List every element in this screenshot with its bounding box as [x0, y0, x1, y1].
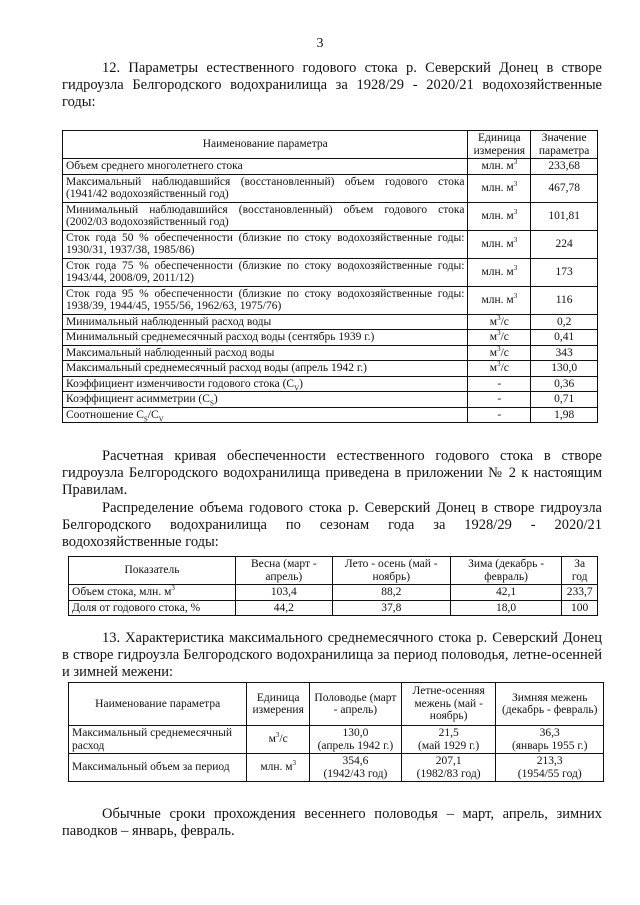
- page-number: 3: [316, 36, 324, 51]
- season-value: 37,8: [332, 600, 450, 616]
- section-13-heading: 13. Характеристика максимального среднемесячного стока р. Северский Донец в створе гидроузла Белгородского водохранилища за период половодья, летне-осенней и зимней межени:: [62, 630, 602, 680]
- max-col-header: Единица измерения: [247, 683, 310, 726]
- parameter-row: [63, 330, 598, 346]
- parameter-unit: -: [468, 392, 531, 408]
- col-header-value: Значение параметра: [531, 131, 598, 159]
- parameter-value: 0,71: [531, 392, 598, 408]
- max-row-value: 213,3 (1954/55 год): [496, 754, 604, 782]
- parameter-unit: млн. $м^3$: [468, 159, 531, 175]
- parameter-row: [63, 392, 598, 408]
- max-row-value: 130,0 (апрель 1942 г.): [309, 726, 401, 754]
- parameter-value: 0,2: [531, 314, 598, 330]
- parameter-value: 467,78: [531, 174, 598, 202]
- parameter-row: [63, 407, 598, 423]
- parameter-name: Минимальный наблюдавшийся (восстановленный) объем годового стока (2002/03 водохозяйственный год): [63, 202, 468, 230]
- parameter-value: 0,41: [531, 330, 598, 346]
- season-table-body: [69, 585, 598, 616]
- parameter-unit: млн. $м^3$: [468, 202, 531, 230]
- parameter-row: [63, 174, 598, 202]
- max-row-label: Максимальный среднемесячный расход: [69, 726, 247, 754]
- parameter-row: [63, 345, 598, 361]
- parameter-row: [63, 159, 598, 175]
- parameter-unit: -: [468, 376, 531, 392]
- season-col-header: Лето - осень (май - ноябрь): [332, 557, 450, 585]
- max-row-unit: млн. $м^3$: [247, 754, 310, 782]
- parameter-unit: млн. $м^3$: [468, 174, 531, 202]
- parameter-row: [63, 230, 598, 258]
- parameter-value: 224: [531, 230, 598, 258]
- col-header-unit: Единица измерения: [468, 131, 531, 159]
- parameter-name: Максимальный наблюденный расход воды: [63, 345, 468, 361]
- parameter-name: Объем среднего многолетнего стока: [63, 159, 468, 175]
- parameter-unit: -: [468, 407, 531, 423]
- parameter-unit: млн. $м^3$: [468, 286, 531, 314]
- parameter-value: 116: [531, 286, 598, 314]
- parameter-row: [63, 361, 598, 377]
- season-value: 100: [562, 600, 598, 616]
- season-value: 88,2: [332, 585, 450, 601]
- parameter-unit: $м^3/с$: [468, 314, 531, 330]
- max-row-value: 207,1 (1982/83 год): [401, 754, 496, 782]
- parameter-row: [63, 202, 598, 230]
- parameter-value: 0,36: [531, 376, 598, 392]
- max-row-label: Максимальный объем за период: [69, 754, 247, 782]
- season-distribution-table: [68, 556, 598, 616]
- season-col-header: Весна (март - апрель): [236, 557, 333, 585]
- season-value: 44,2: [236, 600, 333, 616]
- runoff-parameters-body: [63, 159, 598, 423]
- parameter-unit: млн. $м^3$: [468, 230, 531, 258]
- parameter-name: Минимальный наблюденный расход воды: [63, 314, 468, 330]
- parameter-unit: $м^3/с$: [468, 361, 531, 377]
- parameter-row: [63, 376, 598, 392]
- max-runoff-table-body: [69, 726, 604, 782]
- runoff-parameters-table: [62, 130, 598, 423]
- season-table-header: [69, 557, 598, 585]
- season-row: [69, 600, 598, 616]
- max-col-header: Летне-осенняя межень (май - ноябрь): [401, 683, 496, 726]
- max-row-value: 21,5 (май 1929 г.): [401, 726, 496, 754]
- parameter-name: Минимальный среднемесячный расход воды (сентябрь 1939 г.): [63, 330, 468, 346]
- parameter-name: Максимальный среднемесячный расход воды (апрель 1942 г.): [63, 361, 468, 377]
- parameter-value: 343: [531, 345, 598, 361]
- parameter-name: Коэффициент асимметрии $(C_S)$: [63, 392, 468, 408]
- season-col-header: Зима (декабрь - февраль): [450, 557, 561, 585]
- section-12-heading: 12. Параметры естественного годового стока р. Северский Донец в створе гидроузла Белгородского водохранилища за 1928/29 - 2020/21 водохозяйственные годы:: [62, 60, 602, 110]
- parameter-name: Максимальный наблюдавшийся (восстановленный) объем годового стока (1941/42 водохозяйственный год): [63, 174, 468, 202]
- terms-paragraph: Обычные сроки прохождения весеннего половодья – март, апрель, зимних паводков – январь, февраль.: [62, 806, 602, 839]
- parameter-name: Сток года 50 % обеспеченности (близкие по стоку водохозяйственные годы: 1930/31, 1937/38, 1985/86): [63, 230, 468, 258]
- parameter-row: [63, 258, 598, 286]
- parameter-name: Сток года 95 % обеспеченности (близкие по стоку водохозяйственные годы: 1938/39, 1944/45, 1955/56, 1962/63, 1975/76): [63, 286, 468, 314]
- season-value: 42,1: [450, 585, 561, 601]
- parameter-row: [63, 314, 598, 330]
- season-col-header: Показатель: [69, 557, 236, 585]
- distribution-paragraph: Распределение объема годового стока р. Северский Донец в створе гидроузла Белгородского водохранилища по сезонам года за 1928/29 - 2020/21 водохозяйственные годы:: [62, 500, 602, 550]
- max-runoff-table: [68, 682, 604, 782]
- parameter-unit: млн. $м^3$: [468, 258, 531, 286]
- parameter-value: 173: [531, 258, 598, 286]
- max-col-header: Зимняя межень (декабрь - февраль): [496, 683, 604, 726]
- max-row-value: 36,3 (январь 1955 г.): [496, 726, 604, 754]
- curve-paragraph: Расчетная кривая обеспеченности естественного годового стока в створе гидроузла Белгородского водохранилища приведена в приложении № 2 к настоящим Правилам.: [62, 448, 602, 498]
- max-runoff-table-header: [69, 683, 604, 726]
- season-value: 103,4: [236, 585, 333, 601]
- max-row-value: 354,6 (1942/43 год): [309, 754, 401, 782]
- parameter-value: 233,68: [531, 159, 598, 175]
- parameter-unit: $м^3/с$: [468, 345, 531, 361]
- parameter-name: Сток года 75 % обеспеченности (близкие по стоку водохозяйственные годы: 1943/44, 2008/09, 2011/12): [63, 258, 468, 286]
- season-row: [69, 585, 598, 601]
- parameter-row: [63, 286, 598, 314]
- max-runoff-row: [69, 754, 604, 782]
- season-value: 18,0: [450, 600, 561, 616]
- parameter-value: 130,0: [531, 361, 598, 377]
- parameter-value: 101,81: [531, 202, 598, 230]
- parameter-unit: $м^3/с$: [468, 330, 531, 346]
- parameter-name: Соотношение $C_S/C_V$: [63, 407, 468, 423]
- parameter-value: 1,98: [531, 407, 598, 423]
- col-header-name: Наименование параметра: [63, 131, 468, 159]
- max-runoff-row: [69, 726, 604, 754]
- season-row-label: Объем стока, млн. $м^3$: [69, 585, 236, 601]
- season-value: 233,7: [562, 585, 598, 601]
- max-col-header: Наименование параметра: [69, 683, 247, 726]
- max-row-unit: $м^3/с$: [247, 726, 310, 754]
- season-col-header: За год: [562, 557, 598, 585]
- parameter-name: Коэффициент изменчивости годового стока $(C_V)$: [63, 376, 468, 392]
- season-row-label: Доля от годового стока, %: [69, 600, 236, 616]
- max-col-header: Половодье (март - апрель): [309, 683, 401, 726]
